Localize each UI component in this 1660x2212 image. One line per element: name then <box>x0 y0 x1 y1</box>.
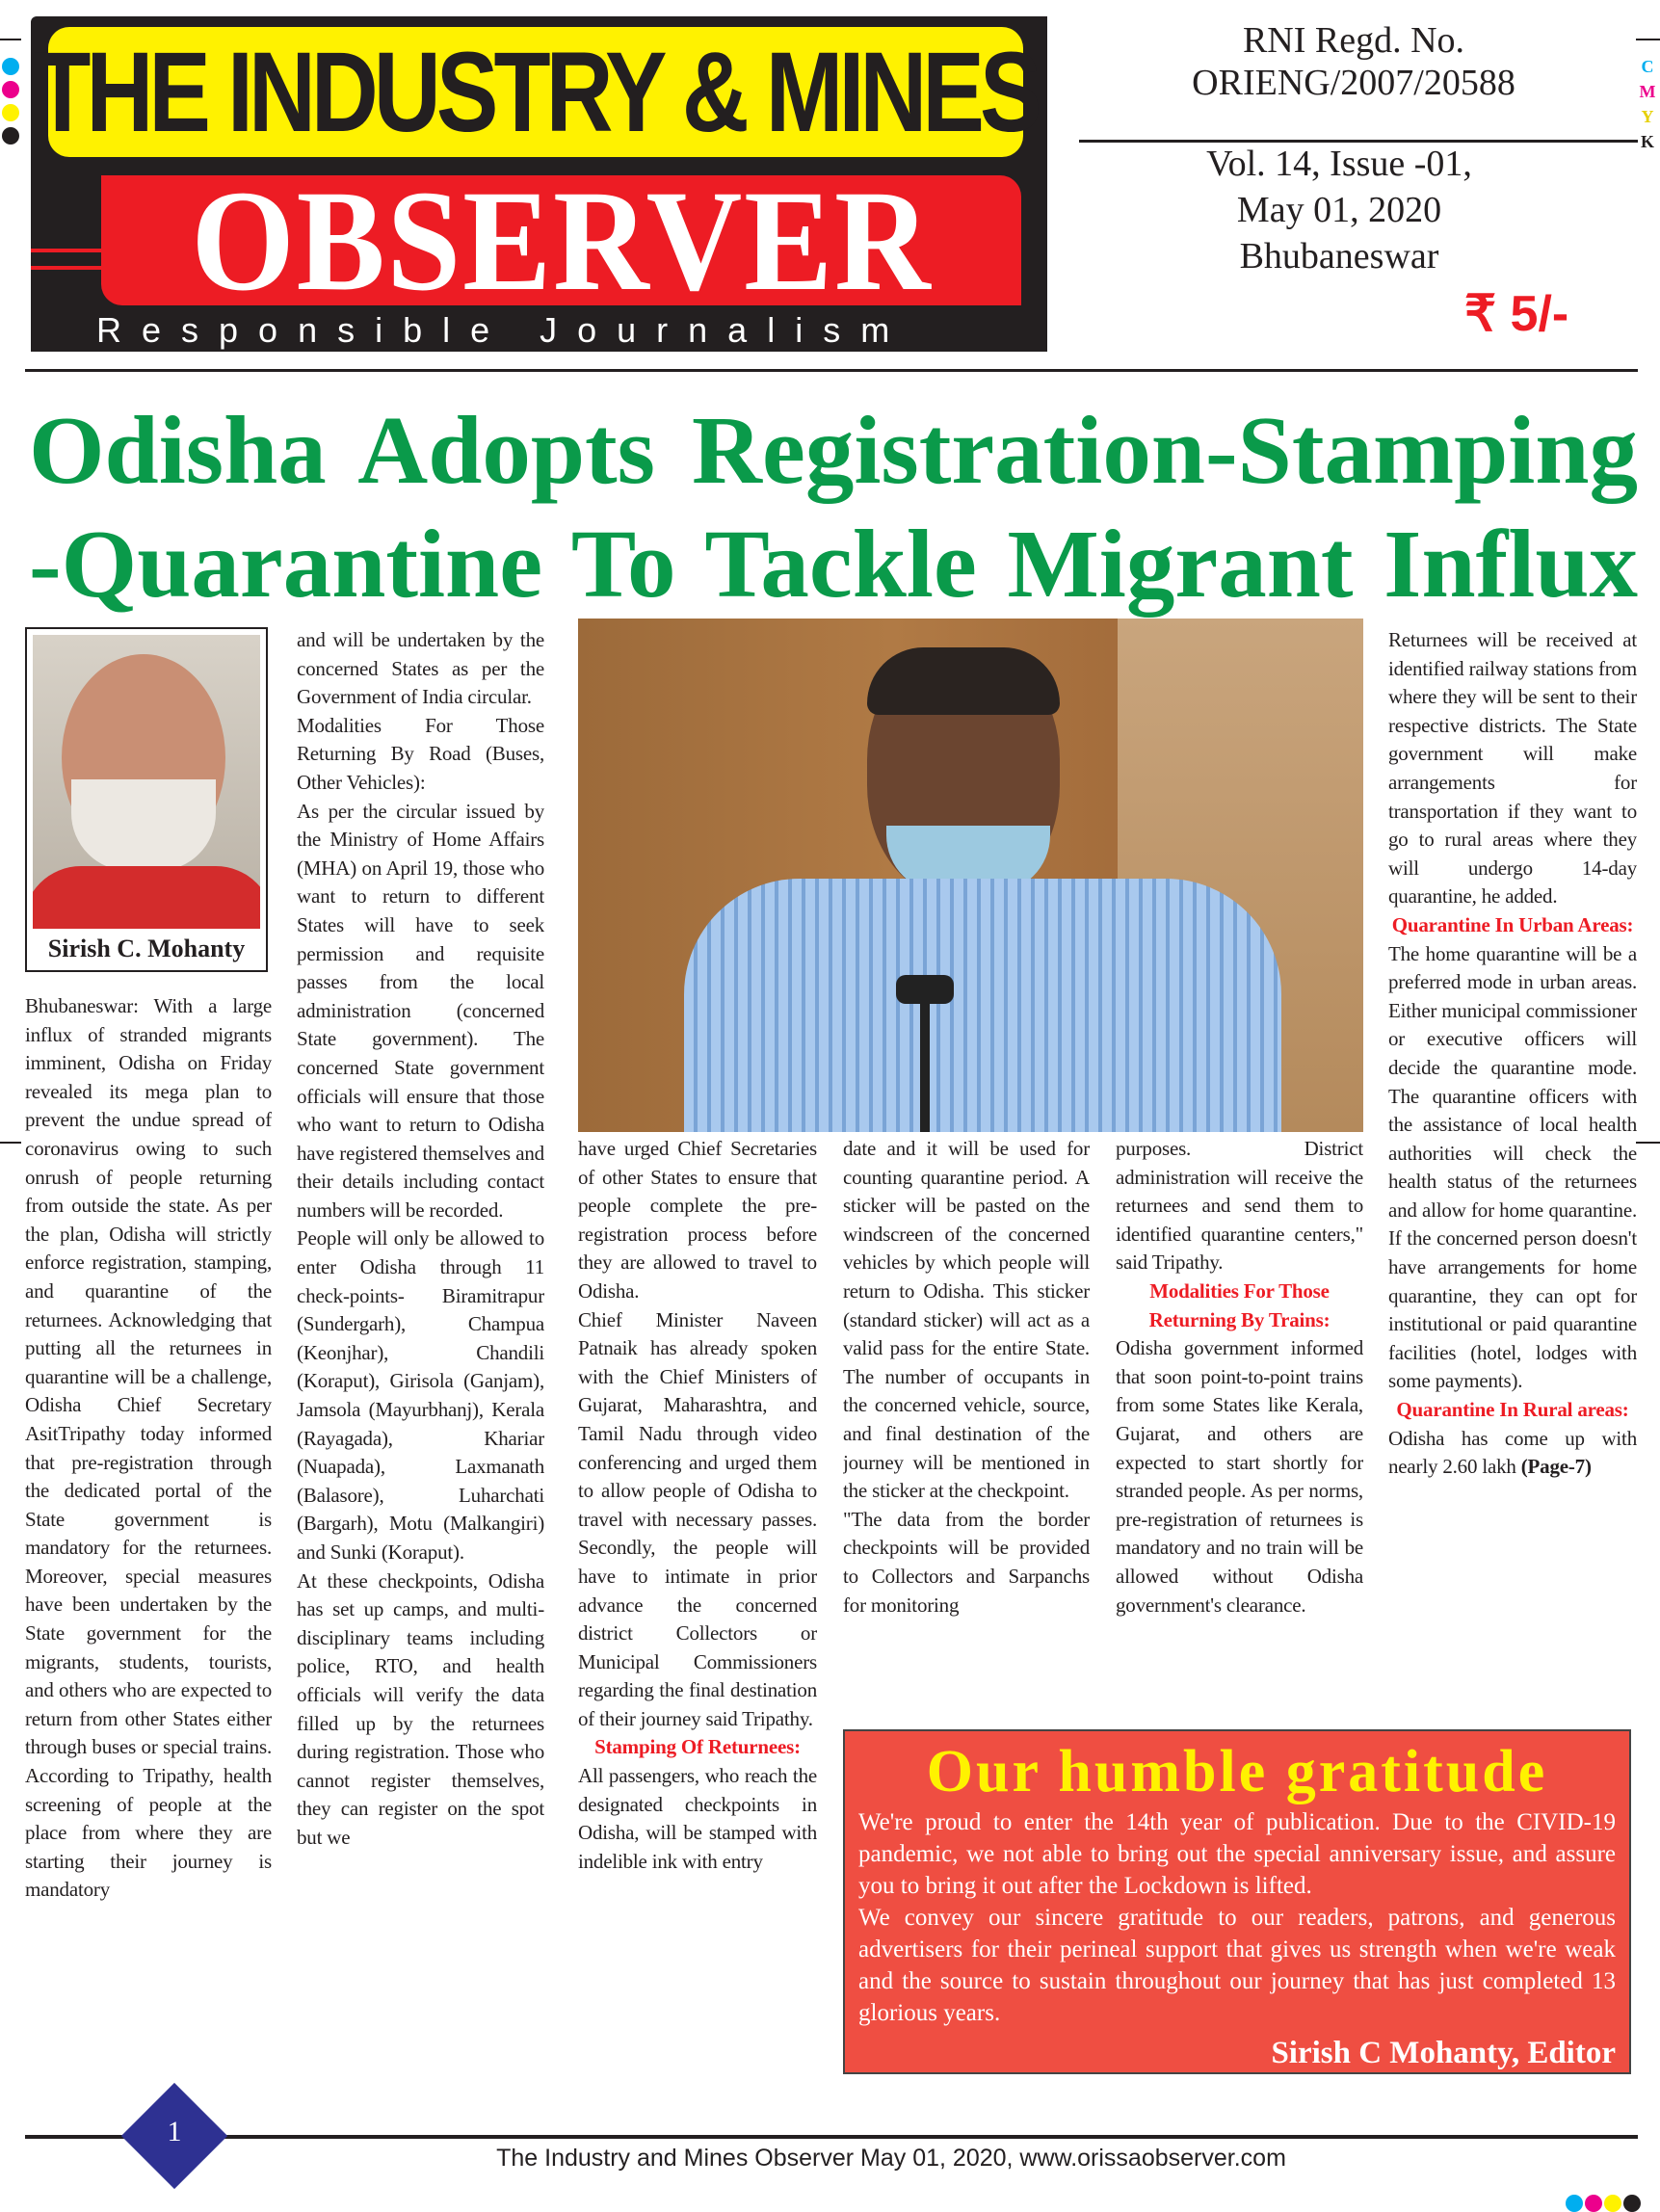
author-photo <box>25 627 268 972</box>
author-name: Sirish C. Mohanty <box>47 935 246 962</box>
gratitude-signature: Sirish C Mohanty, Editor <box>1271 2036 1616 2070</box>
gratitude-title: Our humble gratitude <box>926 1739 1548 1804</box>
article-paragraph: Modalities For Those Returning By Road (Buses, Other Vehicles): <box>297 713 544 794</box>
cmyk-k: K <box>1640 132 1654 151</box>
article-column-3 <box>578 1135 817 2071</box>
registration-mark-icon <box>0 1142 21 1144</box>
cmyk-y: Y <box>1641 107 1654 126</box>
headline-line-1: Odisha Adopts Registration-Stamping <box>29 396 1638 504</box>
page-number: 1 <box>167 2116 182 2147</box>
registration-mark-icon <box>1636 39 1660 40</box>
footer-rule <box>25 2135 1638 2139</box>
article-paragraph: date and it will be used for counting quarantine period. A sticker will be pasted on the windscreen of the concerned vehicles by which people will return to Odisha. This sticker (standard sticker) will act as a valid pass for the entire State. The number of occupants in the concerned vehicle, source, and final destination of the journey will be mentioned in the sticker at the checkpoint. <box>843 1137 1090 1503</box>
cyan-dot-icon <box>1566 2195 1583 2212</box>
black-dot-icon <box>1623 2195 1641 2212</box>
masthead-rule <box>25 369 1638 372</box>
logo-title-top <box>34 27 1038 157</box>
article-paragraph: The home quarantine will be a preferred mode in urban areas. Either municipal commissioner or executive officers will decide the quarantine mode. The quarantine officers with the assistance of local health authorities will check the health status of the returnees and allow for home quarantine. If the concerned person doesn't have arrangements for home quarantine, they can opt for institutional or paid quarantine facilities (hotel, lodges with some payments). <box>1388 941 1637 1393</box>
logo-title-top-text: THE INDUSTRY & MINES <box>34 28 1038 156</box>
article-column-5 <box>1116 1135 1363 1713</box>
article-paragraph: purposes. District administration will receive the returnees and send them to identified quarantine centers," said Tripathy. <box>1116 1137 1363 1275</box>
yellow-dot-icon <box>1604 2195 1621 2212</box>
subheading-rural: Quarantine In Rural areas: <box>1396 1398 1629 1422</box>
article-paragraph: As per the circular issued by the Ministry of Home Affairs (MHA) on April 19, those who want to return to different States will have to seek permission and requisite passes from the local administration (concerned State government). The concerned State government officials will ensure that those who want to return to Odisha have registered themselves and their details including contact numbers will be recorded. <box>297 799 544 1222</box>
article-paragraph: Odisha government informed that soon point-to-point trains from some States like Kerala, Gujarat, and others are expected to start shortly for stranded people. As per norms, pre-registration of returnees is mandatory and no train will be allowed without Odisha government's clearance. <box>1116 1336 1363 1617</box>
article-paragraph: have urged Chief Secretaries of other States to ensure that people complete the pre-registration process before they are allowed to travel to Odisha. <box>578 1137 817 1303</box>
volume-issue: Vol. 14, Issue -01, <box>1206 144 1472 184</box>
cmyk-c: C <box>1641 57 1654 76</box>
gratitude-paragraph-1: We're proud to enter the 14th year of publication. Due to the CIVID-19 pandemic, we not able to bring out the special anniversary issue, and assure you to bring it out after the Lockdown is lifted. <box>858 1809 1616 1899</box>
article-column-1 <box>25 992 272 2071</box>
registration-mark-icon <box>1636 1142 1660 1144</box>
cyan-dot-icon <box>2 58 19 75</box>
headline-line-2: -Quarantine To Tackle Migrant Influx <box>29 510 1638 618</box>
black-dot-icon <box>2 127 19 145</box>
gratitude-paragraph-2: We convey our sincere gratitude to our readers, patrons, and generous advertisers for their perineal support that gives us strength when we're weak and the source to sustain throughout our journey that has just completed 13 glorious years. <box>858 1905 1616 2026</box>
subheading-trains: Modalities For Those Returning By Trains: <box>1148 1278 1331 1331</box>
article-paragraph: At these checkpoints, Odisha has set up camps, and multi-disciplinary teams including police, RTO, and health officials will verify the data filled up by the returnees during registration. Those who cannot register themselves, they can register on the spot but we <box>297 1568 544 1849</box>
registration-mark-icon <box>0 39 21 40</box>
article-column-2 <box>297 626 544 2071</box>
rni-label: RNI Regd. No. <box>1242 20 1465 61</box>
subheading-urban: Quarantine In Urban Areas: <box>1391 912 1634 936</box>
magenta-dot-icon <box>1585 2195 1602 2212</box>
article-paragraph: Chief Minister Naveen Patnaik has already spoken with the Chief Ministers of Gujarat, Maharashtra, and Tamil Nadu through video conferencing and urged them to allow people of Odisha to travel with necessary passes. Secondly, the people will have to intimate in prior advance the concerned district Collectors or Municipal Commissioners regarding the final destination of their journey said Tripathy. <box>578 1307 817 1730</box>
magenta-dot-icon <box>2 81 19 98</box>
issue-date: May 01, 2020 <box>1236 190 1442 230</box>
logo-tagline: Responsible Journalism <box>96 310 910 350</box>
article-column-6 <box>1388 626 1637 1715</box>
article-paragraph: People will only be allowed to enter Odisha through 11 check-points- Biramitrapur (Sundergarh), Champua (Keonjhar), Chandili (Koraput), Girisola (Ganjam), Jamsola (Mayurbhanj), Kerala (Rayagada), Khariar (Nuapada), Laxmanath (Balasore), Luharchati (Bargarh), Motu (Malkangiri) and Sunki (Koraput). <box>297 1226 544 1564</box>
rni-number: ORIENG/2007/20588 <box>1192 63 1515 103</box>
article-paragraph: All passengers, who reach the designated checkpoints in Odisha, will be stamped with indelible ink with entry <box>578 1764 817 1873</box>
article-photo <box>578 619 1363 1132</box>
article-paragraph: "The data from the border checkpoints will be provided to Collectors and Sarpanchs for monitoring <box>843 1507 1090 1617</box>
logo-stripes <box>31 249 103 270</box>
author-portrait-image <box>33 635 260 929</box>
article-paragraph: Bhubaneswar: With a large influx of stranded migrants imminent, Odisha on Friday revealed its mega plan to prevent the undue spread of coronavirus owing to such onrush of people returning from outside the state. As per the plan, Odisha will strictly enforce registration, stamping, and quarantine of the returnees. Acknowledging that putting all the returnees in quarantine will be a challenge, Odisha Chief Secretary AsitTripathy today informed that pre-registration through the dedicated portal of the State government is mandatory for the returnees. Moreover, special measures have been undertaken by the State government for the migrants, students, tourists, and others who are expected to return from other States either through buses or special trains. According to Tripathy, health screening of people at the place from where they are starting their journey is mandatory <box>25 994 272 1902</box>
logo-title-main-text: OBSERVER <box>190 160 933 321</box>
article-paragraph: and will be undertaken by the concerned States as per the Government of India circular. <box>297 628 544 709</box>
article-paragraph: Odisha has come up with nearly 2.60 lakh <box>1388 1426 1637 1479</box>
article-paragraph: Returnees will be received at identified railway stations from where they will be sent to their respective districts. The State government will make arrangements for transportation if they want to go to rural areas where they will undergo 14-day quarantine, he added. <box>1388 628 1637 908</box>
price: ₹ 5/- <box>1464 286 1569 342</box>
subheading-stamping: Stamping Of Returnees: <box>594 1735 801 1759</box>
yellow-dot-icon <box>2 104 19 121</box>
issue-place: Bhubaneswar <box>1239 236 1439 276</box>
gratitude-box <box>843 1729 1631 2074</box>
footer-text: The Industry and Mines Observer May 01, 2020, www.orissaobserver.com <box>496 2145 1286 2172</box>
logo-title-main <box>101 160 1021 321</box>
article-column-4 <box>843 1135 1090 1713</box>
continued-page-link[interactable]: (Page-7) <box>1520 1455 1592 1479</box>
cmyk-m: M <box>1639 82 1656 101</box>
